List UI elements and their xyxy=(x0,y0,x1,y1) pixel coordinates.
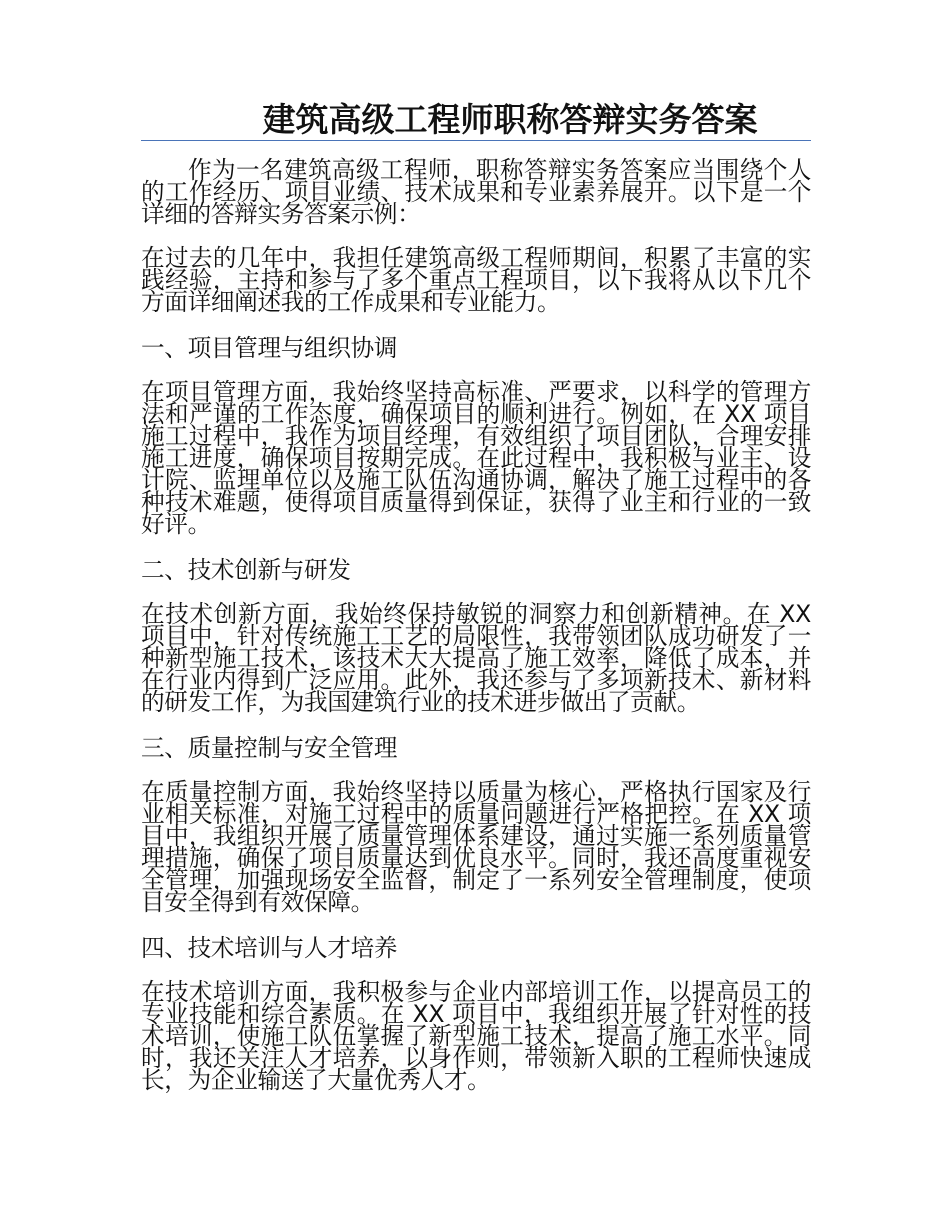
section-body-project-management: 在项目管理方面，我始终坚持高标准、严要求，以科学的管理方法和严谨的工作态度，确保项目的顺利进行。例如，在 XX 项目施工过程中，我作为项目经理，有效组织了项目团队，合理安排施工进度，确保项目按期完成。在此过程中，我积极与业主、设计院、监理单位以及施工队伍沟通协调，解决了施工过程中的各种技术难题，使得项目质量得到保证，获得了业主和行业的一致好评。 xyxy=(141,378,811,538)
document-content xyxy=(141,100,811,1113)
section-body-training: 在技术培训方面，我积极参与企业内部培训工作，以提高员工的专业技能和综合素质。在 XX 项目中，我组织开展了针对性的技术培训，使施工队伍掌握了新型施工技术，提高了施工水平。同时，我还关注人才培养，以身作则，带领新入职的工程师快速成长，为企业输送了大量优秀人才。 xyxy=(141,978,811,1094)
section-body-quality-safety: 在质量控制方面，我始终坚持以质量为核心，严格执行国家及行业相关标准，对施工过程中的质量问题进行严格把控。在 XX 项目中，我组织开展了质量管理体系建设，通过实施一系列质量管理措施，确保了项目质量达到优良水平。同时，我还高度重视安全管理，加强现场安全监督，制定了一系列安全管理制度，使项目安全得到有效保障。 xyxy=(141,778,811,916)
overview-paragraph: 在过去的几年中，我担任建筑高级工程师期间，积累了丰富的实践经验，主持和参与了多个重点工程项目，以下我将从以下几个方面详细阐述我的工作成果和专业能力。 xyxy=(141,244,811,316)
intro-paragraph: 作为一名建筑高级工程师，职称答辩实务答案应当围绕个人的工作经历、项目业绩、技术成果和专业素养展开。以下是一个详细的答辩实务答案示例： xyxy=(141,156,811,228)
title-underline xyxy=(141,140,811,141)
section-heading-quality-safety: 三、质量控制与安全管理 xyxy=(141,734,398,762)
section-heading-tech-innovation: 二、技术创新与研发 xyxy=(141,556,351,584)
section-heading-training: 四、技术培训与人才培养 xyxy=(141,934,398,962)
section-heading-project-management: 一、项目管理与组织协调 xyxy=(141,334,398,362)
document-title: 建筑高级工程师职称答辩实务答案 xyxy=(262,100,758,139)
section-body-tech-innovation: 在技术创新方面，我始终保持敏锐的洞察力和创新精神。在 XX 项目中，针对传统施工工艺的局限性，我带领团队成功研发了一种新型施工技术，该技术大大提高了施工效率，降低了成本，并在行业内得到广泛应用。此外，我还参与了多项新技术、新材料的研发工作，为我国建筑行业的技术进步做出了贡献。 xyxy=(141,600,811,716)
